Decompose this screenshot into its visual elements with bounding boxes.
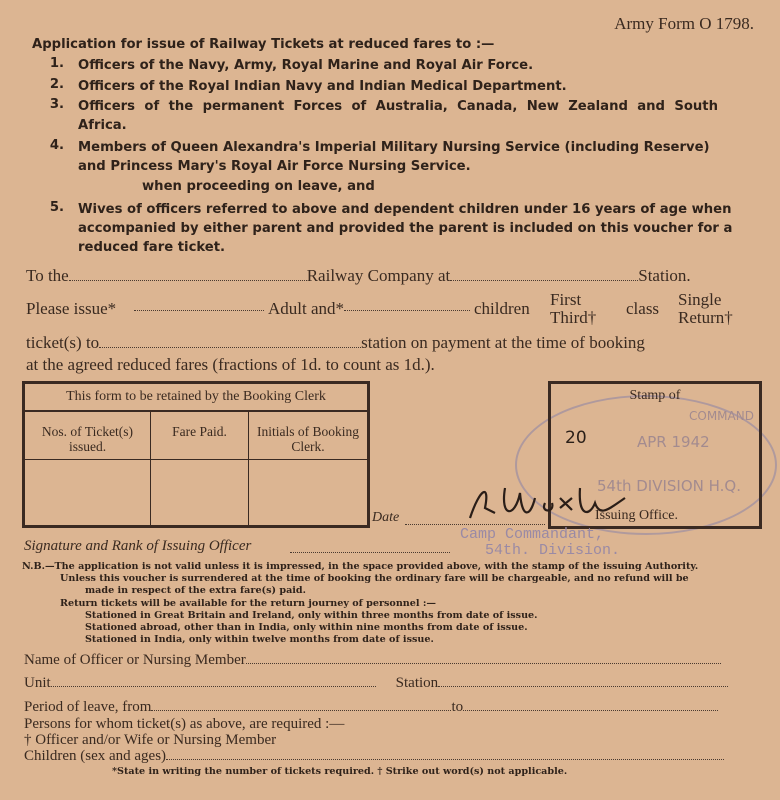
list-item [40, 77, 760, 96]
label: To the [26, 266, 69, 285]
unit-field[interactable] [51, 675, 376, 687]
col-fare [151, 412, 249, 525]
booking-clerk-table [22, 381, 370, 528]
nb-line [22, 561, 698, 574]
col-initials [249, 412, 367, 525]
typed-text: 54th. Division. [485, 542, 621, 559]
period-line [24, 699, 718, 716]
tickets-to-line [26, 333, 645, 353]
nb-text: Unless this voucher is surrendered at the time of booking the ordinary fare will be chargeable, and no refund will be [60, 573, 689, 584]
list-item [40, 138, 765, 176]
label: Children (sex and ages) [24, 748, 167, 764]
nb-text: Stationed in India, only within twelve months from date of issue. [85, 634, 434, 645]
heading: Application for issue of Railway Tickets at reduced fares to :— [32, 37, 495, 52]
list-item [40, 200, 765, 257]
stamp-text: 54th DIVISION H.Q. [597, 477, 742, 495]
unit-station-line [24, 675, 728, 692]
typed-text: Camp Commandant, [460, 526, 605, 543]
signature [460, 478, 630, 528]
nb-text: Stationed in Great Britain and Ireland, only within three months from date of issue. [85, 610, 538, 621]
label: Please issue* [26, 299, 117, 318]
destination-field[interactable] [99, 336, 361, 348]
stamp-box-label: Stamp of [629, 388, 681, 403]
officer-label: † Officer and/or Wife or Nursing Member [24, 732, 277, 748]
children-count-field[interactable] [344, 299, 470, 311]
children-line [24, 748, 724, 765]
stamp-date: APR 1942 [637, 433, 710, 451]
label: Station [395, 675, 439, 691]
label: Railway Company at [306, 266, 451, 285]
nb-label: N.B.— [22, 561, 55, 572]
item-number: 3. [49, 97, 64, 112]
item-number: 5. [49, 200, 64, 215]
adult-count-field[interactable] [134, 299, 264, 311]
please-issue-line [26, 292, 766, 328]
class-first: First [550, 290, 582, 309]
item-text: Officers of the Navy, Army, Royal Marine and Royal Air Force. [78, 58, 534, 73]
company-at-field[interactable] [450, 269, 638, 281]
signature-field[interactable] [290, 541, 450, 553]
agreed-fares-text: at the agreed reduced fares (fractions of 1d. to count as 1d.). [26, 355, 435, 374]
nb-text: The application is not valid unless it is impressed, in the space provided above, with the stamp of the issuing Authority. [54, 561, 699, 572]
signature-label: Signature and Rank of Issuing Officer [24, 538, 252, 554]
form-number: Army Form O 1798. [614, 14, 754, 33]
col-tickets [25, 412, 151, 525]
stamp-box-label: Issuing Office. [595, 508, 678, 523]
item-text: Wives of officers referred to above and dependent children under 16 years of age when accompanied by either parent and provided the parent is included on this voucher for a reduced fare ticket. [78, 202, 733, 255]
from-field[interactable] [151, 699, 451, 711]
column-header: Fare Paid. [151, 418, 248, 460]
nb-text: made in respect of the extra fare(s) paid. [85, 585, 306, 596]
label: ticket(s) to [26, 333, 100, 352]
fare-return: Return† [678, 308, 733, 327]
label: station on payment at the time of booking [361, 333, 645, 352]
name-field[interactable] [246, 652, 721, 664]
item-text: Members of Queen Alexandra's Imperial Military Nursing Service (including Reserve) and Princess Mary's Royal Air Force Nursing Service. [78, 140, 710, 174]
date-label: Date [372, 510, 400, 525]
label: Adult and* [268, 299, 345, 318]
label: children [474, 299, 530, 318]
item-text: Officers of the Royal Indian Navy and Indian Medical Department. [78, 79, 567, 94]
stamp-text: COMMAND [689, 409, 754, 423]
name-line [24, 652, 721, 669]
item-number: 1. [49, 56, 64, 71]
label: class [626, 299, 660, 318]
nb-text: Stationed abroad, other than in India, only within nine months from date of issue. [85, 622, 528, 633]
item-number: 2. [49, 77, 64, 92]
station-field[interactable] [438, 675, 728, 687]
column-header: Nos. of Ticket(s) issued. [25, 418, 150, 460]
label: Station. [638, 266, 691, 285]
to-the-line [26, 266, 691, 286]
list-item [40, 56, 760, 75]
railway-field[interactable] [69, 269, 307, 281]
handwritten-date: 20 [565, 428, 587, 448]
persons-label: Persons for whom ticket(s) as above, are required :— [24, 716, 345, 732]
label: Period of leave, from [24, 699, 152, 715]
table-title: This form to be retained by the Booking Clerk [25, 384, 367, 412]
footnote: *State in writing the number of tickets required. † Strike out word(s) not applicable. [112, 766, 568, 777]
to-field[interactable] [463, 699, 718, 711]
item-extra: when proceeding on leave, and [142, 179, 375, 194]
nb-text: Return tickets will be available for the return journey of personnel :— [60, 598, 436, 609]
label: Name of Officer or Nursing Member [24, 652, 246, 668]
item-text: Officers of the permanent Forces of Australia, Canada, New Zealand and South Africa. [78, 99, 718, 133]
item-number: 4. [49, 138, 64, 153]
class-third: Third† [550, 308, 597, 327]
column-header: Initials of Booking Clerk. [249, 418, 367, 460]
fare-single: Single [678, 290, 722, 309]
children-field[interactable] [166, 748, 724, 760]
label: Unit [24, 675, 51, 691]
list-item [40, 97, 765, 135]
label: to [451, 699, 464, 715]
